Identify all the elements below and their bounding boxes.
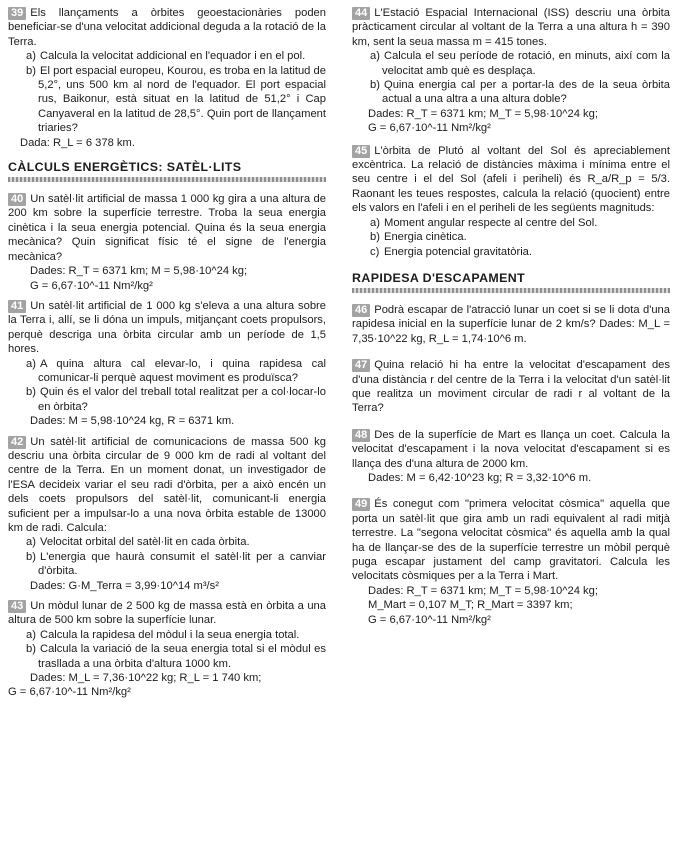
- data-line: Dades: M = 6,42·10^23 kg; R = 3,32·10^6 m.: [368, 471, 592, 484]
- problem-number: 40: [8, 193, 26, 206]
- part-b: Quin és el valor del treball total realitzat per a col·locar-lo en òrbita?: [38, 386, 326, 413]
- part-a: Calcula la velocitat addicional en l'equador i en el pol.: [40, 50, 306, 63]
- problem-number: 41: [8, 300, 26, 313]
- problem-number: 46: [352, 304, 370, 317]
- part-b: Energia cinètica.: [384, 231, 467, 244]
- section-heading: RAPIDESA D'ESCAPAMENT: [352, 270, 526, 285]
- problem-number: 42: [8, 436, 26, 449]
- part-a: Calcula el seu període de rotació, en minuts, així com la velocitat amb què es desplaça.: [382, 50, 670, 77]
- problem-39: 39 Els llançaments a òrbites geoestacionàries poden beneficiar-se d'una velocitat addicional deguda a la rotació de la Terra. a) Calcula la velocitat addicional en l'equador i en el pol. b) El port espacial europeu, Kourou, es troba en la latitud de 5,2°, uns 500 km al nord de l'equador. El port espacial rus, Baikonur, està situat en la latitud de 51,2° i Cap Canyaveral en la latitud de 28,5°. Quin port de llançament triaries? Dada: R_L = 6 378 km.: [8, 7, 326, 149]
- problem-46: [352, 303, 670, 346]
- data-line: G = 6,67·10^-11 Nm²/kg²: [8, 686, 131, 699]
- problem-49: [352, 497, 670, 627]
- data-line: Dades: G·M_Terra = 3,99·10^14 m³/s²: [30, 579, 219, 592]
- problem-number: 47: [352, 359, 370, 372]
- section-heading: CÀLCULS ENERGÈTICS: SATÈL·LITS: [8, 160, 242, 175]
- problem-text: Un satèl·lit artificial de comunicacions de massa 500 kg descriu una òrbita circular de 9 000 km de radi al voltant del centre de la Terra. En un moment donat, un investigador de l'ESA decideix variar el seu radi d'òrbita, per a això encén un dels coets propulsors del satèl·lit, comunicant-li energia suficient per a impulsar-lo a una nova òrbita estable de 13000 km de radi. Calcula:: [8, 435, 326, 534]
- section-rule: [8, 177, 326, 182]
- data-line: Dades: R_T = 6371 km; M_T = 5,98·10^24 kg;: [368, 107, 598, 120]
- right-column: [352, 6, 670, 633]
- part-c: Energia potencial gravitatòria.: [384, 245, 533, 258]
- problem-42: 42 Un satèl·lit artificial de comunicacions de massa 500 kg descriu una òrbita circular de 9 000 km de radi al voltant del centre de la Terra. En un moment donat, un investigador de l'ESA decideix variar el seu radi d'òrbita, per a això encén un dels coets propulsors del satèl·lit, comunicant-li energia suficient per a impulsar-lo a una nova òrbita estable de 13000 km de radi. Calcula: a) Velocitat orbital del satèl·lit en cada òrbita. b) L'energia que haurà consumit el satèl·lit per a canviar d'òrbita. Dades: G·M_Terra = 3,99·10^14 m³/s²: [8, 435, 326, 592]
- data-line: G = 6,67·10^-11 Nm²/kg²: [30, 279, 153, 292]
- problem-44: 44 L'Estació Espacial Internacional (ISS) descriu una òrbita pràcticament circular al voltant de la Terra a una altura h = 390 km, sent la seua massa m = 415 tones. a) Calcula el seu període de rotació, en minuts, així com la velocitat amb què es desplaça. b) Quina energia cal per a portar-la des de la seua òrbita actual a una altra a una altura doble? Dades: R_T = 6371 km; M_T = 5,98·10^24 kg; G = 6,67·10^-11 Nm²/kg²: [352, 7, 670, 135]
- problem-text: Un satèl·lit artificial de 1 000 kg s'eleva a una altura sobre la Terra i, allí, se li dóna un impuls, mitjançant coets propulsors, perquè descriga una òrbita circular amb un període de 1,5 hores.: [8, 299, 326, 356]
- data-line: Dada: R_L = 6 378 km.: [20, 136, 135, 149]
- data-line: Dades: R_T = 6371 km; M_T = 5,98·10^24 kg;: [368, 584, 598, 597]
- data-line: Dades: R_T = 6371 km; M = 5,98·10^24 kg;: [30, 265, 248, 278]
- data-line: Dades: M_L = 7,36·10^22 kg; R_L = 1 740 km;: [30, 672, 262, 685]
- part-a: Moment angular respecte al centre del Sol.: [384, 216, 598, 229]
- problem-48: [352, 428, 670, 486]
- problem-text: És conegut com "primera velocitat còsmica" aquella que porta un satèl·lit que gira amb un radi equivalent al radi mitjà terrestre. La "segona velocitat còsmica" és aquella amb la qual ha de llançar-se des de la superfície terrestre un mòbil perquè puga escapar justament del camp gravitatori. Calcula les velocitats còsmiques per a la Terra i Mart.: [352, 498, 670, 583]
- problem-47: [352, 358, 670, 416]
- part-a: Velocitat orbital del satèl·lit en cada òrbita.: [40, 536, 250, 549]
- problem-41: 41 Un satèl·lit artificial de 1 000 kg s'eleva a una altura sobre la Terra i, allí, se li dóna un impuls, mitjançant coets propulsors, perquè descriga una òrbita circular amb un període de 1,5 hores. a) A quina altura cal elevar-lo, i quina rapidesa cal comunicar-li perquè aquest moviment es produïsca? b) Quin és el valor del treball total realitzat per a col·locar-lo en òrbita? Dades: M = 5,98·10^24 kg, R = 6371 km.: [8, 299, 326, 428]
- problem-text: Quina relació hi ha entre la velocitat d'escapament des d'una distància r del centre de la Terra i la velocitat d'un satèl·lit que realitza un moviment circular de radi r al voltant de la Terra?: [352, 359, 670, 415]
- problem-number: 49: [352, 498, 370, 511]
- section-rule: [352, 288, 670, 293]
- data-line: M_Mart = 0,107 M_T; R_Mart = 3397 km;: [368, 599, 573, 612]
- part-b: Quina energia cal per a portar-la des de la seua òrbita actual a una altra a una altura doble?: [382, 79, 670, 106]
- problem-40: [8, 192, 326, 293]
- problem-number: 48: [352, 429, 370, 442]
- data-line: G = 6,67·10^-11 Nm²/kg²: [368, 122, 491, 135]
- problem-number: 44: [352, 7, 370, 20]
- problem-text: Un satèl·lit artificial de massa 1 000 kg gira a una altura de 200 km sobre la superfície terrestre. Troba la seua energia cinètica i la seua energia potencial. Quina és la seua energia mecànica? Quin significat físic té el signe de l'energia mecànica?: [8, 193, 326, 263]
- problem-text: Podrà escapar de l'atracció lunar un coet si se li dota d'una rapidesa inicial en la superfície lunar de 2 km/s? Dades: M_L = 7,35·10^22 kg, R_L = 1,74·10^6 m.: [352, 303, 670, 345]
- problem-text: Des de la superfície de Mart es llança un coet. Calcula la velocitat d'escapament i la nova velocitat d'escapament si es llança des d'una altura de 2000 km.: [352, 428, 670, 470]
- problem-text: Els llançaments a òrbites geoestacionàries poden beneficiar-se d'una velocitat addicional deguda a la rotació de la Terra.: [8, 7, 326, 48]
- data-line: Dades: M = 5,98·10^24 kg, R = 6371 km.: [30, 415, 235, 428]
- part-b: Calcula la variació de la seua energia total si el mòdul es trasllada a una òrbita d'altura 1000 km.: [38, 643, 326, 670]
- problem-number: 45: [352, 145, 370, 158]
- part-b: El port espacial europeu, Kourou, es troba en la latitud de 5,2°, uns 500 km al nord de l'equador. El port espacial rus, Baikonur, està situat en la latitud de 51,2° i Cap Canyaveral en la latitud de 28,5°. Quin port de llançament triaries?: [38, 64, 326, 135]
- problem-number: 43: [8, 600, 26, 613]
- problem-text: L'Estació Espacial Internacional (ISS) descriu una òrbita pràcticament circular al voltant de la Terra a una altura h = 390 km, sent la seua massa m = 415 tones.: [352, 7, 670, 48]
- left-column: [8, 6, 326, 706]
- problem-43: 43 Un mòdul lunar de 2 500 kg de massa està en òrbita a una altura de 500 km sobre la superfície lunar. a) Calcula la rapidesa del mòdul i la seua energia total. b) Calcula la variació de la seua energia total si el mòdul es trasllada a una òrbita d'altura 1000 km. Dades: M_L = 7,36·10^22 kg; R_L = 1 740 km; G = 6,67·10^-11 Nm²/kg²: [8, 600, 326, 699]
- problem-45: 45 L'òrbita de Plutó al voltant del Sol és apreciablement excèntrica. La relació de distàncies màxima i mínima entre el seu centre i el del Sol (afeli i periheli) és R_a/R_p = 5/3. Raonant les teues respostes, calcula la relació (quocient) entre els valors en l'afeli i en el periheli de les següents magnituds: a) Moment angular respecte al centre del Sol. b) Energia cinètica. c) Energia potencial gravitatòria.: [352, 144, 670, 258]
- part-a: A quina altura cal elevar-lo, i quina rapidesa cal comunicar-li perquè aquest moviment es produïsca?: [38, 357, 326, 384]
- part-a: Calcula la rapidesa del mòdul i la seua energia total.: [40, 628, 300, 641]
- problem-text: L'òrbita de Plutó al voltant del Sol és apreciablement excèntrica. La relació de distàncies màxima i mínima entre el seu centre i el del Sol (afeli i periheli) és R_a/R_p = 5/3. Raonant les teues respostes, calcula la relació (quocient) entre els valors en l'afeli i en el periheli de les següents magnituds:: [352, 144, 670, 215]
- problem-text: Un mòdul lunar de 2 500 kg de massa està en òrbita a una altura de 500 km sobre la superfície lunar.: [8, 600, 326, 627]
- part-b: L'energia que haurà consumit el satèl·lit per a canviar d'òrbita.: [38, 550, 326, 578]
- data-line: G = 6,67·10^-11 Nm²/kg²: [368, 613, 491, 626]
- problem-number: 39: [8, 7, 26, 20]
